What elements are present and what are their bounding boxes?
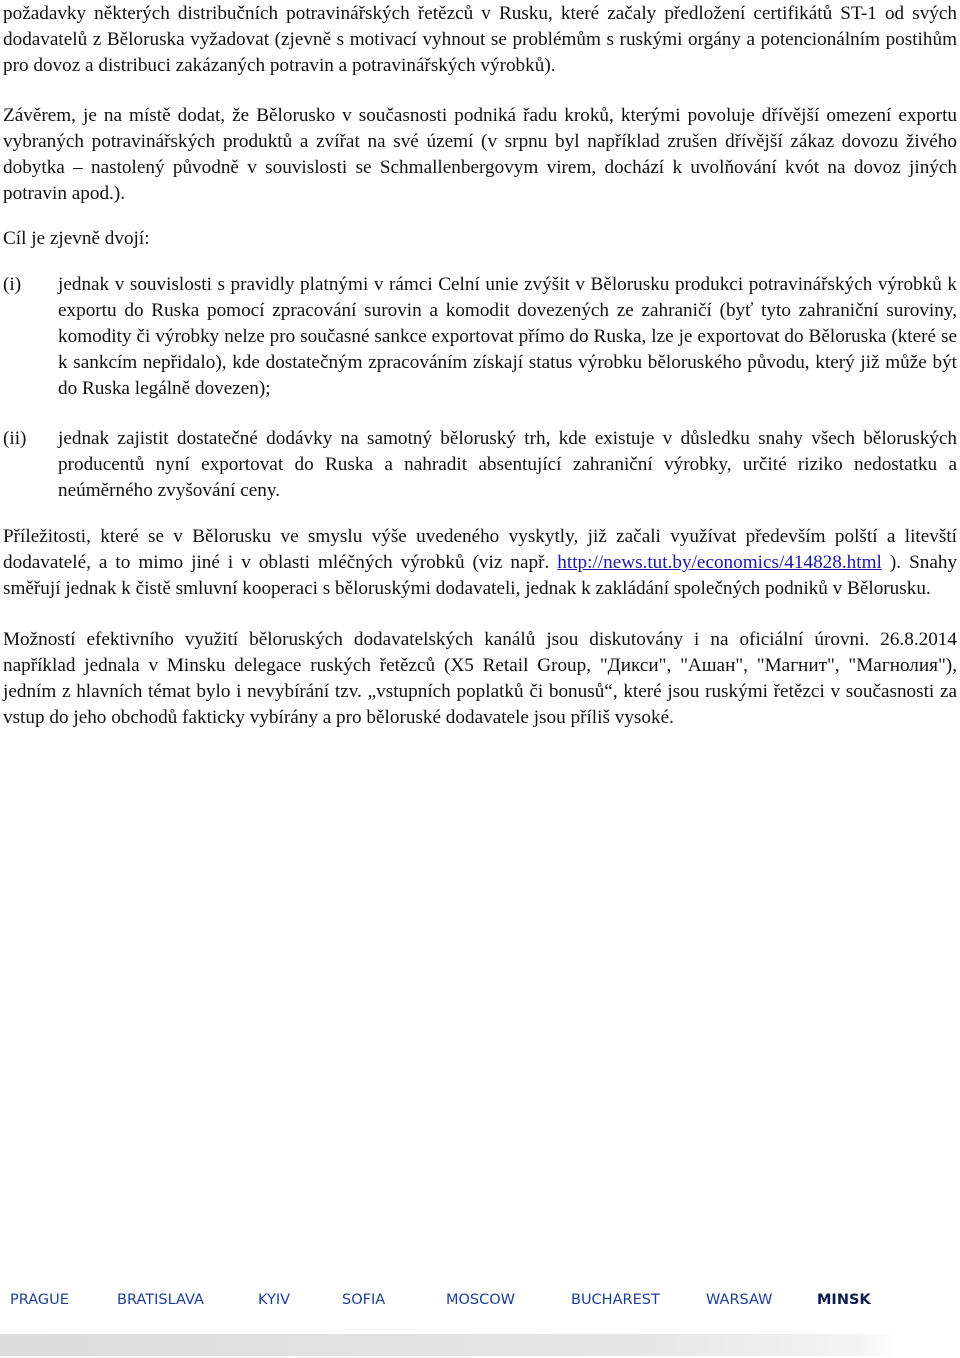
footer-link-kyiv[interactable]: KYIV bbox=[258, 1292, 291, 1308]
footer-link-minsk[interactable]: MINSK bbox=[817, 1292, 871, 1308]
paragraph-goal-intro: Cíl je zjevně dvojí: bbox=[3, 228, 150, 249]
paragraph-certificates: požadavky některých distribučních potravinářských řetězců v Rusku, které začaly předložení certifikátů ST-1 od svých dodavatelů z Běloruska vyžadovat (zjevně s motivací vyhnout se problémům s ruskými orgány a potencionálním postihům pro dovoz a distribuci zakázaných potravin a potravinářských výrobků). bbox=[3, 3, 957, 76]
footer-link-bucharest[interactable]: BUCHAREST bbox=[571, 1292, 660, 1308]
footer-link-bratislava[interactable]: BRATISLAVA bbox=[117, 1292, 204, 1308]
list-item-text: jednak v souvislosti s pravidly platnými v rámci Celní unie zvýšit v Bělorusku produkci potravinářských výrobků k exportu do Ruska pomocí zpracování surovin a komodit dovezených ze zahraničí (byť tyto zahraniční suroviny, komodity či výrobky nelze pro současné sankce exportovat přímo do Ruska, lze je exportovat do Běloruska (které se k sankcím nepřidalo), kde dostatečným zpracováním získají status výrobku běloruského původu, který již může být do Ruska legálně dovezen); bbox=[58, 274, 957, 399]
footer-link-sofia[interactable]: SOFIA bbox=[342, 1292, 386, 1308]
paragraph-conclusion: Závěrem, je na místě dodat, že Bělorusko v současnosti podniká řadu kroků, kterými povoluje dřívější omezení exportu vybraných potravinářských produktů a zvířat na své území (v srpnu byl například zrušen dřívější zákaz dovozu živého dobytka – nastolený původně v souvislosti se Schmallenbergovym virem, dochází k uvolňování kvót na dovoz jiných potravin apod.). bbox=[3, 105, 957, 204]
list-item-text: jednak zajistit dostatečné dodávky na samotný běloruský trh, kde existuje v důsledku snahy všech běloruských producentů nyní exportovat do Ruska a nahradit absentující zahraniční výrobky, určité riziko nedostatku a neúměrného zvyšování ceny. bbox=[58, 428, 957, 501]
news-link[interactable]: http://news.tut.by/economics/414828.html bbox=[557, 552, 882, 573]
paragraph-official-level: Možností efektivního využití běloruských dodavatelských kanálů jsou diskutovány i na oficiální úrovni. 26.8.2014 například jednala v Minsku delegace ruských řetězců (X5 Retail Group, "Дикси", "Ашан", "Магнит", "Магнолия"), jedním z hlavních témat bylo i nevybírání tzv. „vstupních poplatků či bonusů“, které jsou ruskými řetězci v současnosti za vstup do jeho obchodů fakticky vybírány a pro běloruské dodavatele jsou příliš vysoké. bbox=[3, 629, 957, 728]
paragraph-opportunities-text-end: ). Snahy směřují jednak k čistě smluvní kooperaci s běloruskými dodavateli, jednak k zakládání společných podniků v Bělorusku. bbox=[3, 552, 958, 599]
list-marker: (i) bbox=[3, 274, 22, 295]
footer-link-moscow[interactable]: MOSCOW bbox=[446, 1292, 516, 1308]
footer-decorative-bar bbox=[0, 1334, 900, 1356]
footer-link-warsaw[interactable]: WARSAW bbox=[706, 1292, 773, 1308]
list-item bbox=[3, 426, 957, 504]
list-marker: (ii) bbox=[3, 428, 27, 449]
footer-city-nav bbox=[0, 1287, 960, 1317]
list-item bbox=[3, 272, 957, 402]
paragraph-opportunities bbox=[3, 524, 957, 602]
footer-link-prague[interactable]: PRAGUE bbox=[10, 1292, 69, 1308]
paragraph-opportunities-text: Příležitosti, které se v Bělorusku ve smyslu výše uvedeného vyskytly, již začali využívat především polští a litevští dodavatelé, a to mimo jiné i v oblasti mléčných výrobků (viz např. bbox=[3, 526, 957, 573]
document-body bbox=[3, 0, 957, 731]
goal-list bbox=[3, 272, 957, 504]
